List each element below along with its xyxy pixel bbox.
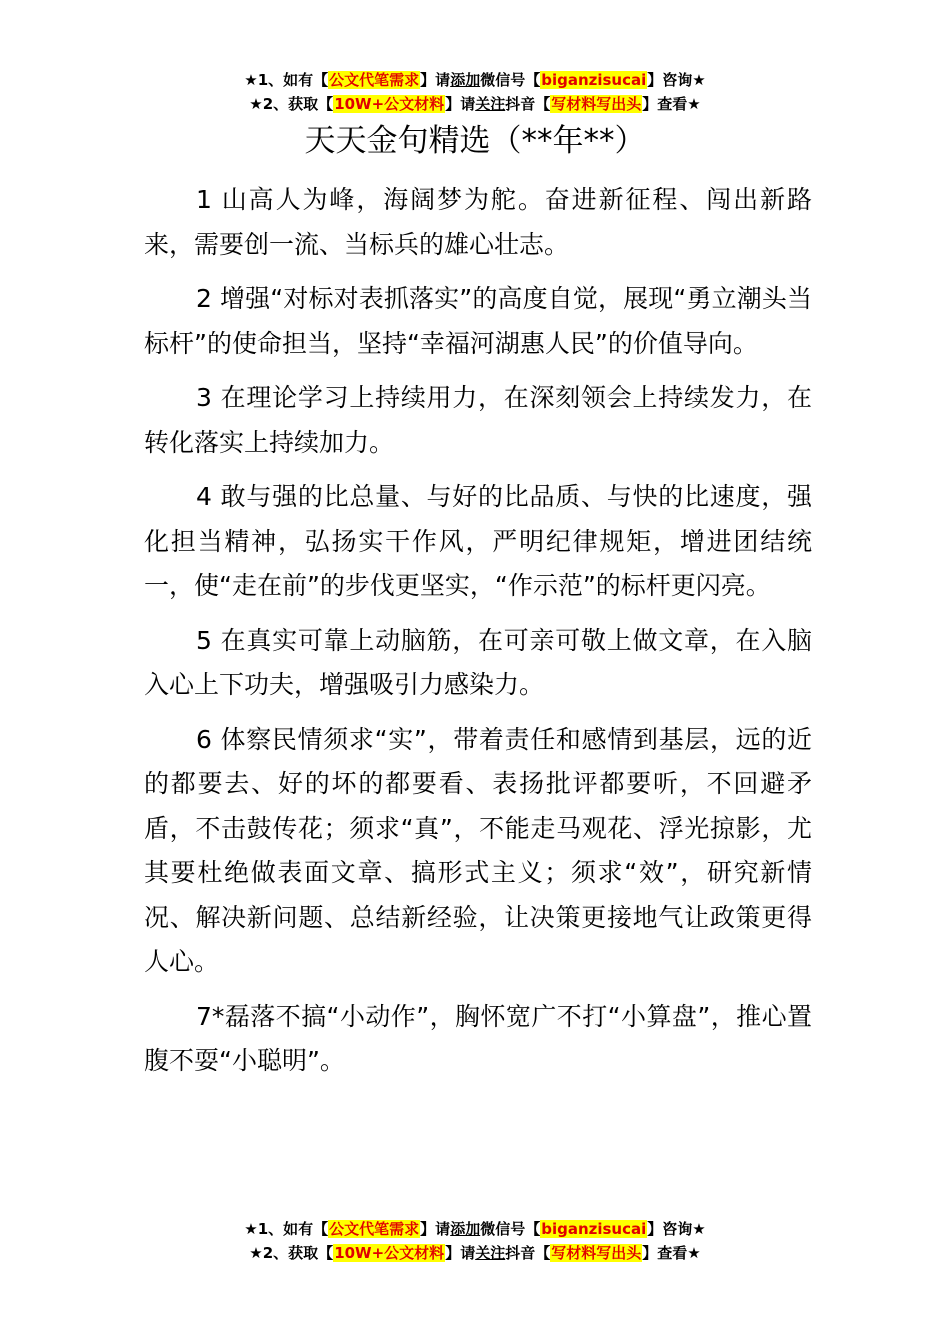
underlined-text: 添加 (450, 71, 481, 89)
banner-text: 】咨询★ (647, 71, 706, 89)
banner-text: 1、如有【 (257, 71, 329, 89)
banner-text: 】咨询★ (647, 1220, 706, 1238)
banner-line-1 (0, 1217, 950, 1241)
highlight-service: 公文代笔需求 (329, 71, 420, 89)
banner-text: 2、获取【 (262, 1244, 334, 1262)
paragraph-1: 1 山高人为峰，海阔梦为舵。奋进新征程、闯出新路来，需要创一流、当标兵的雄心壮志。 (144, 185, 812, 259)
highlight-douyin: 写材料写出头 (551, 95, 642, 113)
paragraph-4: 4 敢与强的比总量、与好的比品质、与快的比速度，强化担当精神，弘扬实干作风，严明纪律规矩，增进团结统一，使“走在前”的步伐更坚实，“作示范”的标杆更闪亮。 (144, 482, 812, 600)
star-icon: ★ (244, 71, 258, 89)
banner-text: 】查看★ (642, 95, 701, 113)
paragraph-3: 3 在理论学习上持续用力，在深刻领会上持续发力，在转化落实上持续加力。 (144, 383, 812, 457)
banner-text: 微信号【 (480, 1220, 541, 1238)
banner-text: 】请 (420, 1220, 451, 1238)
star-icon: ★ (244, 1220, 258, 1238)
star-icon: ★ (249, 1244, 263, 1262)
highlight-materials: 10W+公文材料 (334, 1244, 445, 1262)
banner-text: 】查看★ (642, 1244, 701, 1262)
banner-line-2 (0, 1241, 950, 1265)
highlight-wechat-id: biganzisucai (541, 1220, 647, 1238)
banner-text: 微信号【 (480, 71, 541, 89)
header-banner (0, 68, 950, 116)
star-icon: ★ (249, 95, 263, 113)
highlight-materials: 10W+公文材料 (334, 95, 445, 113)
highlight-wechat-id: biganzisucai (541, 71, 647, 89)
banner-line-1 (0, 68, 950, 92)
banner-text: 】请 (445, 1244, 476, 1262)
underlined-text: 关注 (475, 95, 506, 113)
banner-text: 抖音【 (505, 95, 551, 113)
banner-text: 2、获取【 (262, 95, 334, 113)
banner-text: 抖音【 (505, 1244, 551, 1262)
footer-banner (0, 1217, 950, 1265)
banner-text: 】请 (420, 71, 451, 89)
highlight-douyin: 写材料写出头 (551, 1244, 642, 1262)
banner-text: 】请 (445, 95, 476, 113)
underlined-text: 添加 (450, 1220, 481, 1238)
paragraph-6: 6 体察民情须求“实”，带着责任和感情到基层，远的近的都要去、好的坏的都要看、表扬批评都要听，不回避矛盾，不击鼓传花；须求“真”，不能走马观花、浮光掠影，尤其要杜绝做表面文章、搞形式主义；须求“效”，研究新情况、解决新问题、总结新经验，让决策更接地气让政策更得人心。 (144, 724, 812, 976)
document-body (144, 178, 812, 1094)
page-title: 天天金句精选（**年**） (304, 123, 646, 159)
banner-text: 1、如有【 (257, 1220, 329, 1238)
underlined-text: 关注 (475, 1244, 506, 1262)
highlight-service: 公文代笔需求 (329, 1220, 420, 1238)
paragraph-7: 7*磊落不搞“小动作”，胸怀宽广不打“小算盘”，推心置腹不耍“小聪明”。 (144, 1001, 812, 1075)
paragraph-2: 2 增强“对标对表抓落实”的高度自觉，展现“勇立潮头当标杆”的使命担当，坚持“幸福河湖惠人民”的价值导向。 (144, 284, 812, 358)
banner-line-2 (0, 92, 950, 116)
paragraph-5: 5 在真实可靠上动脑筋，在可亲可敬上做文章，在入脑入心上下功夫，增强吸引力感染力。 (144, 625, 812, 699)
